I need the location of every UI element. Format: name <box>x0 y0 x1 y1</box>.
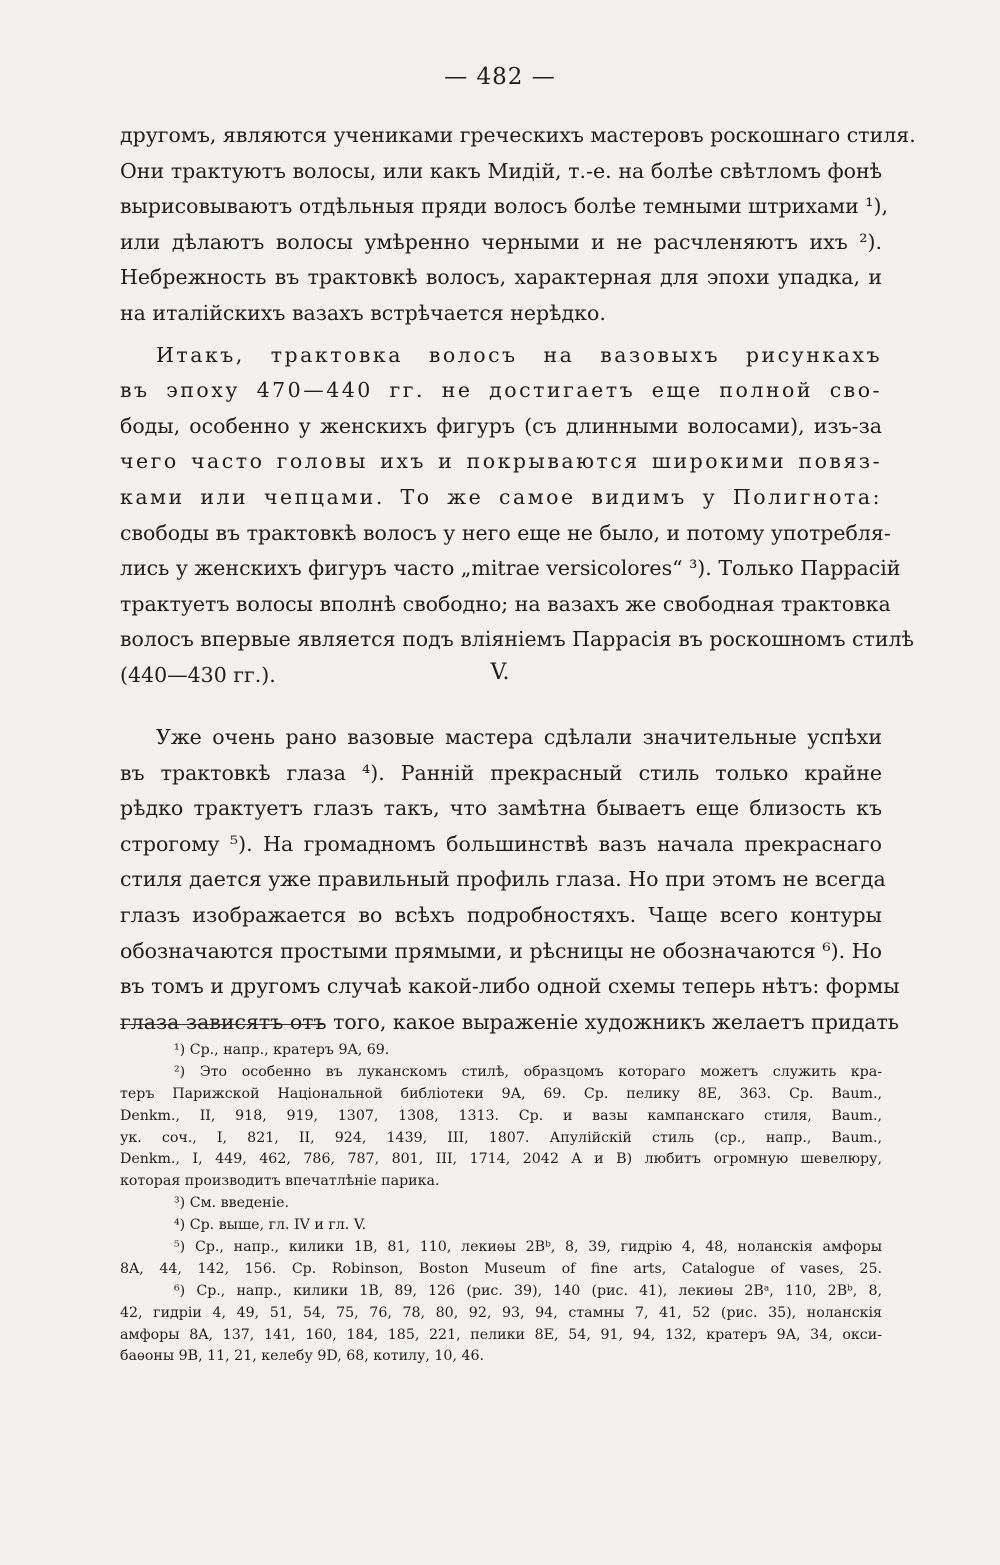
text-line: глазъ изображается во всѣхъ подробностяхъ. Чаще всего контуры <box>120 902 882 927</box>
text-line: Они трактуютъ волосы, или какъ Мидій, т.-е. на болѣе свѣтломъ фонѣ <box>120 158 882 183</box>
footnote-line: ⁴) Ср. выше, гл. IV и гл. V. <box>174 1217 367 1234</box>
text-line: Небрежность въ трактовкѣ волосъ, характерная для эпохи упадка, и <box>120 265 882 290</box>
footnote-line: ²) Это особенно въ луканскомъ стилѣ, образцомъ котораго можетъ служить кра- <box>174 1063 882 1080</box>
text-line: стиля дается уже правильный профиль глаза. Но при этомъ не всегда <box>120 867 886 892</box>
footnote-line: баѳоны 9B, 11, 21, келебу 9D, 68, котилу, 10, 46. <box>120 1348 485 1365</box>
text-line: Итакъ, трактовка волосъ на вазовыхъ рисункахъ <box>156 342 882 367</box>
page-number: — 482 — <box>444 64 556 90</box>
text-line: трактуетъ волосы вполнѣ свободно; на вазахъ же свободная трактовка <box>120 591 891 616</box>
text-line: въ томъ и другомъ случаѣ какой-либо одной схемы теперь нѣтъ: формы <box>120 974 900 999</box>
text-line: другомъ, являются учениками греческихъ мастеровъ роскошнаго стиля. <box>120 123 916 147</box>
main-text-upper <box>120 118 916 694</box>
text-line: боды, особенно у женскихъ фигуръ (съ длинными волосами), изъ-за <box>120 413 882 438</box>
footnote-line: теръ Парижской Національной библіотеки 9A, 69. Ср. пелику 8E, 363. Ср. Baum., <box>120 1085 882 1102</box>
footnote-line: ⁶) Ср., напр., килики 1B, 89, 126 (рис. 39), 140 (рис. 41), лекиѳы 2Bᵃ, 110, 2Bᵇ, 8, <box>174 1282 882 1299</box>
text-line: глаза зависятъ отъ того, какое выраженіе художникъ желаетъ придать <box>120 1009 899 1034</box>
text-line: чего часто головы ихъ и покрываются широкими повяз- <box>120 449 882 474</box>
footnote-line: 42, гидріи 4, 49, 51, 54, 75, 76, 78, 80, 92, 93, 94, стамны 7, 41, 52 (рис. 35), ноланскія <box>120 1304 882 1321</box>
text-line: строгому ⁵). На громадномъ большинствѣ вазъ начала прекраснаго <box>120 831 882 856</box>
text-line: или дѣлаютъ волосы умѣренно черными и не расчленяютъ ихъ ²). <box>120 229 882 254</box>
footnotes <box>120 1040 882 1368</box>
text-line: Уже очень рано вазовые мастера сдѣлали значительные успѣхи <box>156 725 882 749</box>
text-line: (440—430 гг.). <box>120 662 276 687</box>
text-line: въ эпоху 470—440 гг. не достигаетъ еще полной сво- <box>120 378 882 403</box>
footnote-line: ³) См. введеніе. <box>174 1195 290 1212</box>
text-line: ками или чепцами. То же самое видимъ у Полигнота: <box>120 484 882 509</box>
footnote-line: Denkm., I, 449, 462, 786, 787, 801, III, 1714, 2042 A и B) любитъ огромную шевелюру, <box>120 1151 882 1168</box>
section-heading: V. <box>490 660 510 685</box>
footnote-line: 8A, 44, 142, 156. Ср. Robinson, Boston Museum of fine arts, Catalogue of vases, 25. <box>120 1260 882 1277</box>
footnote-line: которая производитъ впечатлѣніе парика. <box>120 1173 440 1190</box>
text-line: въ трактовкѣ глаза ⁴). Ранній прекрасный стиль только крайне <box>120 760 882 785</box>
text-line: вырисовываютъ отдѣльныя пряди волосъ болѣе темными штрихами ¹), <box>120 194 888 219</box>
footnote-line: Denkm., II, 918, 919, 1307, 1308, 1313. Ср. и вазы кампанскаго стиля, Baum., <box>120 1107 882 1124</box>
footnote-line: ⁵) Ср., напр., килики 1B, 81, 110, лекиѳы 2Bᵇ, 8, 39, гидрію 4, 48, ноланскія амфоры <box>174 1239 882 1256</box>
text-line: на италійскихъ вазахъ встрѣчается нерѣдко. <box>120 300 606 325</box>
text-line: свободы въ трактовкѣ волосъ у него еще не было, и потому употребля- <box>120 520 891 545</box>
footnote-line: ук. соч., I, 821, II, 924, 1439, III, 1807. Апулійскій стиль (ср., напр., Baum., <box>120 1129 882 1146</box>
text-line: рѣдко трактуетъ глазъ такъ, что замѣтна бываетъ еще близость къ <box>120 796 882 821</box>
footnote-divider <box>120 1024 325 1025</box>
text-line: обозначаются простыми прямыми, и рѣсницы не обозначаются ⁶). Но <box>120 938 882 963</box>
main-text-lower <box>120 720 900 1040</box>
text-line: волосъ впервые является подъ вліяніемъ Паррасія въ роскошномъ стилѣ <box>120 627 914 652</box>
footnote-line: амфоры 8A, 137, 141, 160, 184, 185, 221, пелики 8E, 54, 91, 94, 132, кратеръ 9A, 34, окси- <box>120 1326 882 1343</box>
text-line: лись у женскихъ фигуръ часто „mitrae versicolores“ ³). Только Паррасій <box>120 556 901 581</box>
footnote-line: ¹) Ср., напр., кратеръ 9A, 69. <box>174 1042 390 1058</box>
